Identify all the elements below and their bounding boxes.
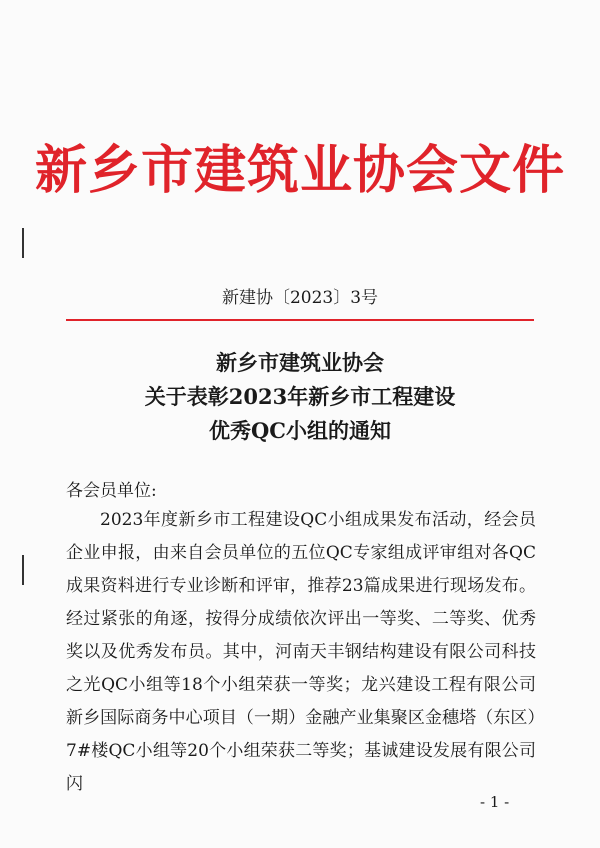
body-paragraph: 2023年度新乡市工程建设QC小组成果发布活动，经会员企业申报，由来自会员单位的五位QC专家组成评审组对各QC成果资料进行专业诊断和评审，推荐23篇成果进行现场发布。经过紧张的角逐，按得分成绩依次评出一等奖、二等奖、优秀奖以及优秀发布员。其中，河南天丰钢结构建设有限公司科技之光QC小组等18个小组荣获一等奖；龙兴建设工程有限公司新乡国际商务中心项目（一期）金融产业集聚区金穗塔（东区）7#楼QC小组等20个小组荣获二等奖；基诚建设发展有限公司闪 <box>66 510 536 794</box>
title-line: 优秀QC小组的通知 <box>208 418 391 443</box>
salutation: 各会员单位: <box>66 481 157 501</box>
title-line: 新乡市建筑业协会 <box>216 350 384 375</box>
page-number: - 1 - <box>480 793 510 811</box>
notice-title <box>0 346 600 448</box>
title-line: 关于表彰2023年新乡市工程建设 <box>144 384 456 409</box>
document-number: 新建协〔2023〕3号 <box>221 288 379 308</box>
masthead-title: 新乡市建筑业协会文件 <box>34 140 565 201</box>
binding-mark <box>22 228 24 258</box>
binding-mark <box>22 555 24 585</box>
red-divider <box>66 319 534 321</box>
